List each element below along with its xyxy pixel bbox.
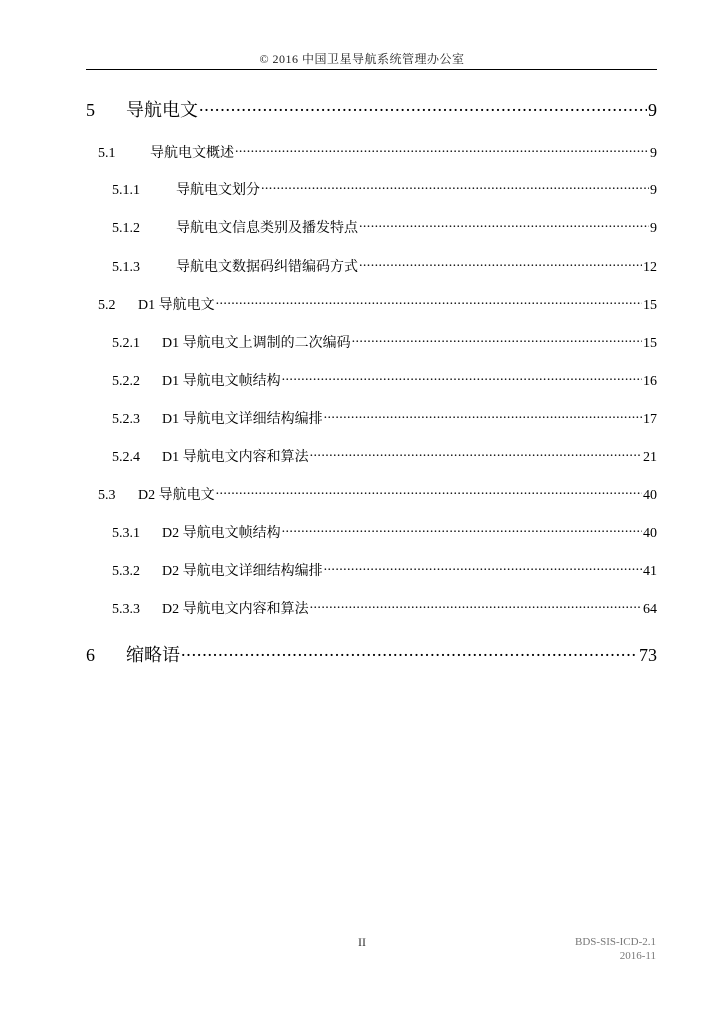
toc-entry-number: 5.2.3 [112,412,140,427]
toc-entry-page: 15 [643,298,657,313]
toc-dot-leader [282,523,642,537]
toc-dot-leader [282,371,642,385]
toc-dot-leader [310,447,642,461]
toc-entry[interactable] [112,408,657,428]
toc-entry-number: 5 [86,100,95,120]
toc-entry-title: 导航电文概述 [150,146,234,161]
toc-entry-title: D2 导航电文详细结构编排 [162,564,323,579]
toc-dot-leader [216,295,642,309]
toc-entry[interactable] [112,332,657,352]
toc-entry-page: 73 [639,645,657,665]
toc-dot-leader [359,218,649,232]
toc-entry-title: D1 导航电文帧结构 [162,374,281,389]
toc-entry-number: 5.1.2 [112,221,140,236]
toc-entry[interactable] [86,641,657,667]
toc-entry-title: D1 导航电文内容和算法 [162,450,309,465]
toc-entry-title: D1 导航电文上调制的二次编码 [162,336,351,351]
toc-entry-title: D1 导航电文详细结构编排 [162,412,323,427]
toc-entry-page: 15 [643,336,657,351]
toc-dot-leader [310,599,642,613]
toc-entry-number: 5.3 [98,488,116,503]
toc-dot-leader [359,257,642,271]
toc-entry-number: 5.2.2 [112,374,140,389]
toc-entry-number: 5.1.3 [112,260,140,275]
toc-entry-page: 16 [643,374,657,389]
toc-entry[interactable] [98,294,657,314]
page-header: © 2016 中国卫星导航系统管理办公室 [259,52,465,66]
toc-entry-number: 5.2 [98,298,116,313]
toc-entry-page: 21 [643,450,657,465]
footer-document-info [575,935,656,963]
toc-dot-leader [352,333,642,347]
toc-entry-title: 缩略语 [126,645,180,665]
toc-entry-page: 9 [650,183,657,198]
toc-entry-page: 40 [643,526,657,541]
toc-entry-title: D1 导航电文 [138,298,215,313]
toc-entry[interactable] [112,446,657,466]
footer-doc-id: BDS-SIS-ICD-2.1 [575,936,656,948]
toc-entry[interactable] [112,256,657,276]
toc-entry-page: 64 [643,602,657,617]
toc-entry-title: D2 导航电文帧结构 [162,526,281,541]
toc-entry[interactable] [98,484,657,504]
footer-page-number: II [358,935,366,949]
toc-entry-title: 导航电文信息类别及播发特点 [176,221,358,236]
toc-entry[interactable] [112,179,657,199]
toc-entry-page: 17 [643,412,657,427]
toc-entry-title: D2 导航电文 [138,488,215,503]
toc-entry-number: 5.2.4 [112,450,140,465]
toc-entry-title: 导航电文划分 [176,183,260,198]
toc-entry-number: 5.1.1 [112,183,140,198]
toc-entry-title: D2 导航电文内容和算法 [162,602,309,617]
toc-entry[interactable] [98,142,657,162]
toc-entry-page: 9 [650,221,657,236]
toc-dot-leader [261,180,649,194]
toc-entry-title: 导航电文数据码纠错编码方式 [176,260,358,275]
toc-entry[interactable] [112,522,657,542]
toc-entry[interactable] [112,370,657,390]
toc-entry-number: 5.3.1 [112,526,140,541]
toc-dot-leader [324,561,642,575]
toc-dot-leader [181,643,638,661]
toc-entry[interactable] [112,598,657,618]
toc-entry[interactable] [86,96,657,122]
toc-entry-number: 5.1 [98,146,116,161]
toc-entry-page: 9 [648,100,657,120]
toc-entry-number: 5.3.3 [112,602,140,617]
toc-entry-number: 6 [86,645,95,665]
toc-dot-leader [199,98,647,116]
toc-entry-page: 40 [643,488,657,503]
toc-dot-leader [216,485,642,499]
toc-entry-title: 导航电文 [126,100,198,120]
toc-dot-leader [235,143,649,157]
toc-entry-number: 5.2.1 [112,336,140,351]
toc-entry[interactable] [112,217,657,237]
toc-entry-page: 12 [643,260,657,275]
footer-doc-date: 2016-11 [619,950,656,962]
toc-entry-page: 41 [643,564,657,579]
toc-dot-leader [324,409,642,423]
toc-entry[interactable] [112,560,657,580]
toc-entry-page: 9 [650,146,657,161]
toc-entry-number: 5.3.2 [112,564,140,579]
